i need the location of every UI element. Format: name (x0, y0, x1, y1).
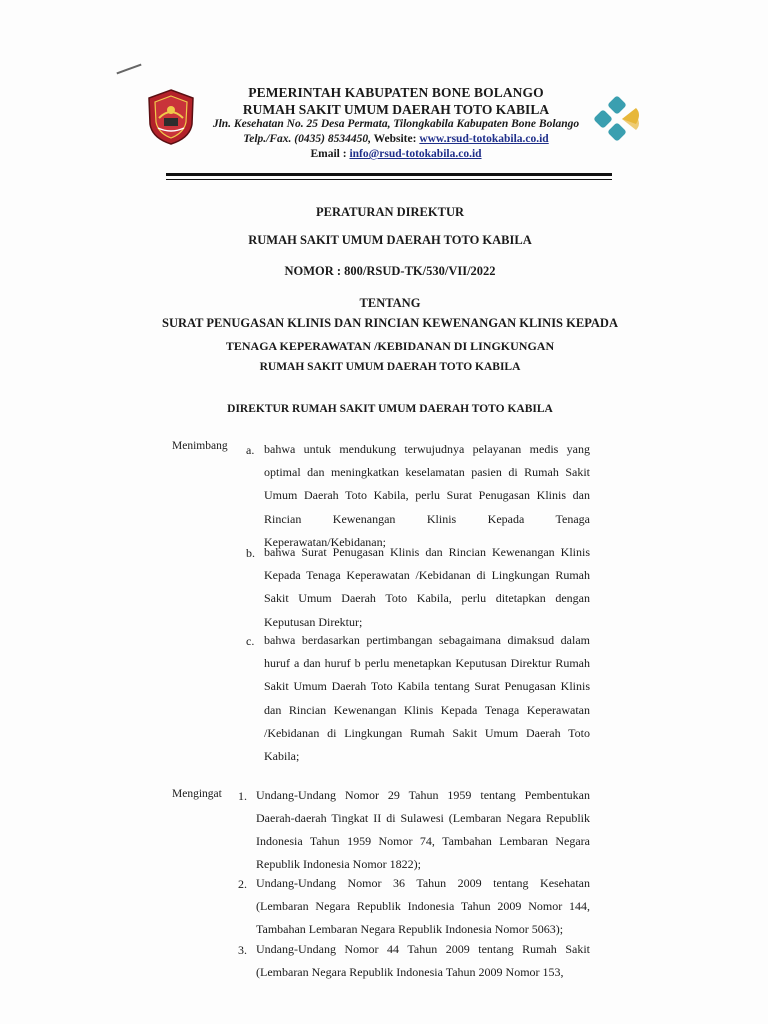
letterhead-hospital: RUMAH SAKIT UMUM DAERAH TOTO KABILA (242, 102, 550, 117)
mengingat-item-3: Undang-Undang Nomor 44 Tahun 2009 tentang Rumah Sakit (Lembaran Negara Republik Indonesia Tahun 2009 Nomor 153, (256, 942, 590, 979)
letterhead-government: PEMERINTAH KABUPATEN BONE BOLANGO (248, 85, 544, 100)
mengingat-item-2: Undang-Undang Nomor 36 Tahun 2009 tentang Kesehatan (Lembaran Negara Republik Indonesia Tahun 2009 Nomor 144, Tambahan Lembaran Negara Republik Indonesia Nomor 5063); (256, 876, 590, 936)
item-marker: 3. (238, 943, 247, 957)
director-heading: DIREKTUR RUMAH SAKIT UMUM DAERAH TOTO KABILA (227, 403, 553, 415)
regulation-heading: PERATURAN DIREKTUR (315, 205, 465, 219)
email-label: Email : (310, 148, 347, 160)
item-marker: 1. (238, 789, 247, 803)
mengingat-item-1: Undang-Undang Nomor 29 Tahun 1959 tentang Pembentukan Daerah-daerah Tingkat II di Sulawesi (Lembaran Negara Republik Indonesia Tahun 1959 Nomor 74, Tambahan Lembaran Negara Republik Indonesia Nomor 1822); (256, 788, 590, 871)
letterhead-email (196, 148, 596, 160)
item-marker: 2. (238, 877, 247, 891)
tentang-heading: TENTANG (359, 296, 421, 310)
regulation-hospital: RUMAH SAKIT UMUM DAERAH TOTO KABILA (248, 233, 532, 247)
regulation-number: NOMOR : 800/RSUD-TK/530/VII/2022 (284, 264, 496, 278)
scan-mark (116, 64, 141, 75)
menimbang-label: Menimbang (172, 440, 228, 452)
letterhead-rule-thin (166, 179, 612, 180)
regency-emblem-logo (146, 88, 196, 146)
letterhead-contact (196, 133, 596, 145)
health-ministry-logo (592, 96, 644, 142)
subject-line-3: RUMAH SAKIT UMUM DAERAH TOTO KABILA (259, 361, 521, 373)
menimbang-item-c: bahwa berdasarkan pertimbangan sebagaimana dimaksud dalam huruf a dan huruf b perlu menetapkan Keputusan Direktur Rumah Sakit Umum Daerah Toto Kabila tentang Surat Penugasan Klinis dan Rincian Kewenangan Klinis Kepada Tenaga Keperawatan /Kebidanan di Lingkungan Rumah Sakit Umum Daerah Toto Kabila; (264, 633, 590, 764)
menimbang-item-b: bahwa Surat Penugasan Klinis dan Rincian Kewenangan Klinis Kepada Tenaga Keperawatan /Kebidanan di Lingkungan Rumah Sakit Umum Daerah Toto Kabila, perlu ditetapkan dengan Keputusan Direktur; (264, 545, 590, 629)
subject-line-1: SURAT PENUGASAN KLINIS DAN RINCIAN KEWENANGAN KLINIS KEPADA (162, 316, 618, 330)
website-label: Website: (373, 133, 417, 145)
email-link[interactable]: info@rsud-totokabila.co.id (349, 148, 482, 160)
menimbang-item-a: bahwa untuk mendukung terwujudnya pelayanan medis yang optimal dan meningkatkan keselamatan pasien di Rumah Sakit Umum Daerah Toto Kabila, perlu Surat Penugasan Klinis dan Rincian Kewenangan Klinis Kepada Tenaga Keperawatan/Kebidanan; (264, 442, 590, 549)
item-marker: c. (246, 634, 255, 648)
mengingat-label: Mengingat (172, 788, 222, 800)
website-link[interactable]: www.rsud-totokabila.co.id (419, 133, 549, 145)
item-marker: b. (246, 546, 255, 560)
item-marker: a. (246, 443, 255, 457)
letterhead-rule (166, 173, 612, 176)
telfax-text: Telp./Fax. (0435) 8534450, (243, 133, 371, 145)
letterhead-address: Jln. Kesehatan No. 25 Desa Permata, Tilongkabila Kabupaten Bone Bolango (212, 118, 580, 130)
subject-line-2: TENAGA KEPERAWATAN /KEBIDANAN DI LINGKUNGAN (225, 339, 555, 353)
